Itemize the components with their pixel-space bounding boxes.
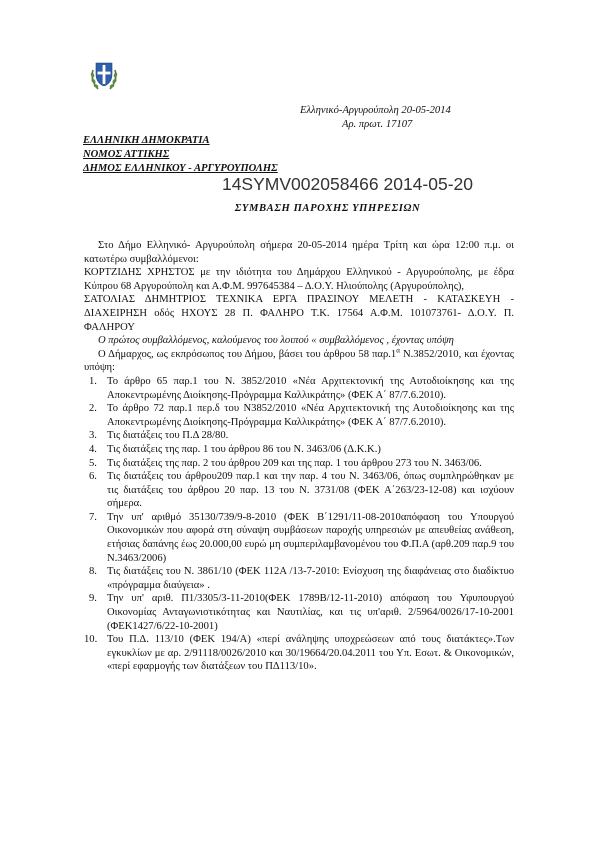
authority-heading [83,134,278,175]
authority-line-2: ΝΟΜΟΣ ΑΤΤΙΚΗΣ [83,148,170,160]
consideration-text: Τις διατάξεις της παρ. 2 του άρθρου 209 και της παρ. 1 του άρθρου 273 του Ν. 3463/06. [107,457,482,469]
consideration-text: Το άρθρο 72 παρ.1 περ.δ του Ν3852/2010 «Νέα Αρχιτεκτονική της Αυτοδιοίκησης και της Αποκεντρωμένης Διοίκησης-Πρόγραμμα Καλλικράτης» (ΦΕΚ Α΄ 87/7.6.2010). [107,403,514,428]
consideration-text: Του Π.Δ. 113/10 (ΦΕΚ 194/Α) «περί ανάληψης υποχρεώσεων από τους διατάκτες».Των εγκυκλίων με αρ. 2/91118/0026/2010 και 30/19664/20.04.2011 του Υπ. Εσωτ. & Οικονομικών, «περί εφαρμογής των διατάξεων του ΠΔ113/10». [107,634,514,673]
consideration-number: 6. [89,471,97,483]
consideration-number: 3. [89,430,97,442]
consideration-text: Το άρθρο 65 παρ.1 του Ν. 3852/2010 «Νέα Αρχιτεκτονική της Αυτοδιοίκησης και της Αποκεντρωμένης Διοίκησης-Πρόγραμμα Καλλικράτης» (ΦΕΚ Α΄ 87/7.6.2010). [107,375,514,401]
consideration-number: 4. [89,443,97,455]
first-party-note: Ο πρώτος συμβαλλόμενος, καλούμενος του λοιπού « συμβαλλόμενος , έχοντας υπόψη [98,335,454,347]
consideration-text: Τις διατάξεις του άρθρου209 παρ.1 και την παρ. 4 του Ν. 3463/06, όπως συμπληρώθηκαν με τις διατάξεις του άρθρου 20 παρ. 13 του Ν. 3731/08 (ΦΕΚ Α΄263/23-12-08) και ισχύουν σήμερα. [107,471,514,510]
place-date: Ελληνικό-Αργυρούπολη 20-05-2014 [300,105,451,116]
authority-line-1: ΕΛΛΗΝΙΚΗ ΔΗΜΟΚΡΑΤΙΑ [83,135,210,146]
consideration-text: Τις διατάξεις του Π.Δ 28/80. [107,430,229,442]
party-2-paragraph: ΣΑΤΟΛΙΑΣ ΔΗΜΗΤΡΙΟΣ ΤΕΧΝΙΚΑ ΕΡΓΑ ΠΡΑΣΙΝΟΥ ΜΕΛΕΤΗ - ΚΑΤΑΣΚΕΥΗ - ΔΙΑΧΕΙΡΗΣΗ οδός ΗΧΟΥΣ 28 Π. ΦΑΛΗΡΟ Τ.Κ. 17564 Α.Φ.Μ. 101073761- Δ.Ο.Υ. Π. ΦΑΛΗΡΟΥ [84,294,514,333]
consideration-item [84,443,514,457]
consideration-item [84,511,514,565]
consideration-number: 5. [89,457,97,469]
consideration-item [84,457,514,471]
protocol-number: Αρ. πρωτ. 17107 [342,118,413,130]
consideration-item [84,592,514,633]
consideration-item [84,470,514,511]
date-block [300,104,530,131]
consideration-number: 2. [89,403,97,415]
considerations-list [84,375,514,674]
consideration-number: 7. [89,511,97,523]
intro-paragraph: Στο Δήμο Ελληνικό- Αργυρούπολη σήμερα 20-05-2014 ημέρα Τρίτη και ώρα 12:00 π.μ. οι κατωτέρω συμβαλλόμενοι: [84,240,514,265]
consideration-number: 10. [84,634,98,646]
consideration-item [84,375,514,402]
consideration-text: Τις διατάξεις του Ν. 3861/10 (ΦΕΚ 112Α /13-7-2010: Ενίσχυση της διαφάνειας στο διαδίκτυο «πρόγραμμα διαύγεια» . [107,566,514,591]
mayor-intro-sup: α [396,346,400,355]
consideration-item [84,402,514,429]
consideration-item [84,633,514,674]
consideration-number: 1. [89,375,97,387]
document-title: ΣΥΜΒΑΣΗ ΠΑΡΟΧΗΣ ΥΠΗΡΕΣΙΩΝ [234,203,421,214]
authority-line-3: ΔΗΜΟΣ ΕΛΛΗΝΙΚΟΥ - ΑΡΓΥΡΟΥΠΟΛΗΣ [83,162,278,174]
consideration-number: 9. [89,593,97,605]
ada-code: 14SYMV002058466 2014-05-20 [221,174,474,194]
consideration-number: 8. [89,566,97,578]
mayor-intro-paragraph [84,348,514,375]
greek-coat-of-arms-icon [89,58,119,92]
party-1-paragraph: ΚΟΡΤΖΙΔΗΣ ΧΡΗΣΤΟΣ με την ιδιότητα του Δημάρχου Ελληνικού - Αργυρούπολης, με έδρα Κύπρου 68 Αργυρούπολη και Α.Φ.Μ. 997645384 – Δ.Ο.Υ. Ηλιούπολης (Αργυρούπολης), [84,267,514,292]
mayor-intro-text: Ο Δήμαρχος, ως εκπρόσωπος του Δήμου, βάσει του άρθρου 58 παρ.1 [98,348,397,360]
consideration-text: Την υπ' αριθμό 35130/739/9-8-2010 (ΦΕΚ Β΄1291/11-08-2010απόφαση του Υπουργού Οικονομικών που αφορά στη σύναψη συμβάσεων παροχής υπηρεσιών με απευθείας ανάθεση, ετήσιας δαπάνης έως 20.000,00 ευρώ μη συμπεριλαμβανομένου του Φ.Π.Α (αρθ.209 παρ.9 του Ν.3463/2006) [107,511,514,564]
consideration-item [84,429,514,443]
mayor-intro-text-after: Ν.3852/2010, και έχοντας υπόψη: [84,348,514,374]
consideration-text: Την υπ' αριθ. Π1/3305/3-11-2010(ΦΕΚ 1789Β/12-11-2010) απόφαση του Υφυπουργού Οικονομίας Ανταγωνιστικότητας και Ναυτιλίας, και τις υπ'αριθ. 2/5964/0026/17-10-2001 (ΦΕΚ1427/6/22-10-2001) [107,593,514,632]
consideration-text: Τις διατάξεις της παρ. 1 του άρθρου 86 του Ν. 3463/06 (Δ.Κ.Κ.) [107,443,381,455]
document-body [84,239,514,674]
consideration-item [84,565,514,592]
